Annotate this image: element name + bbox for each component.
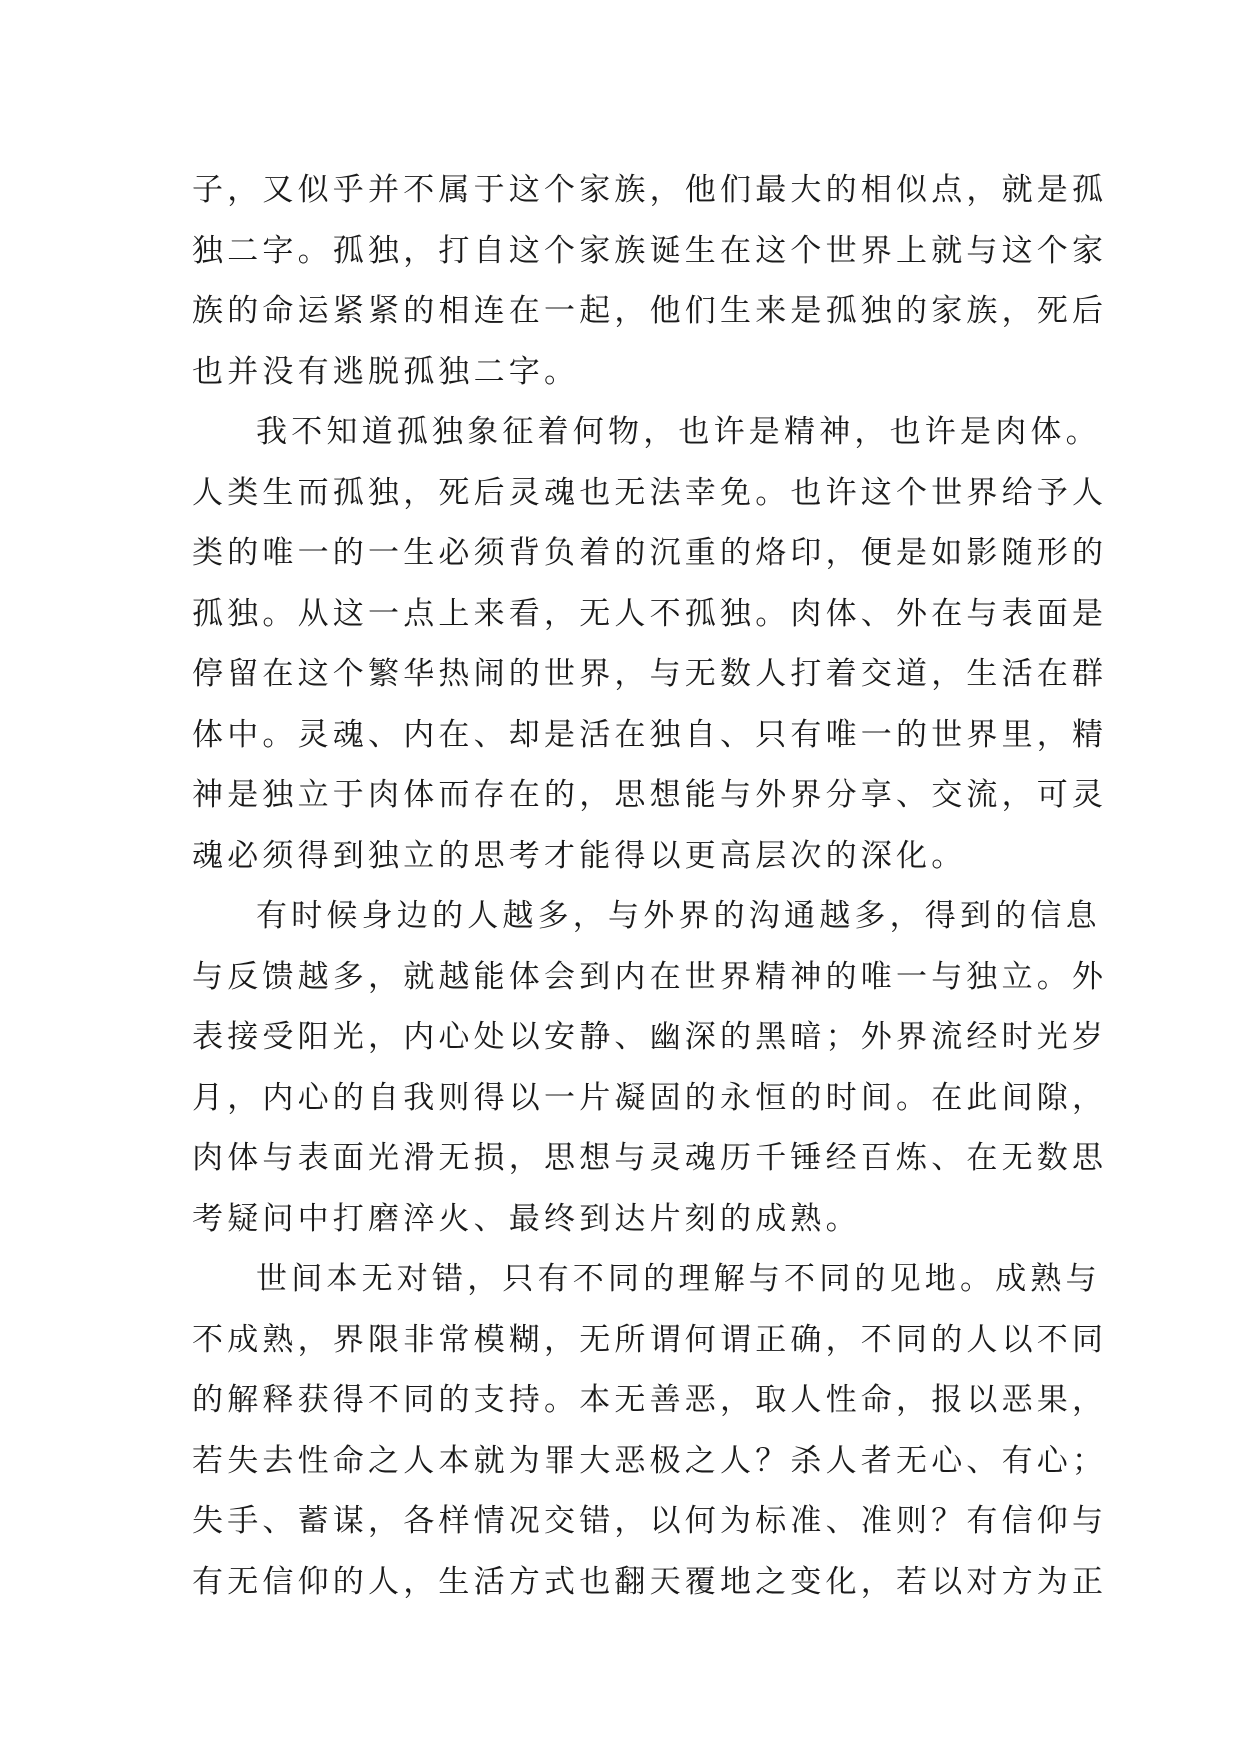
- text-line: 若失去性命之人本就为罪大恶极之人？杀人者无心、有心；: [192, 1442, 1108, 1479]
- text-line: 也并没有逃脱孤独二字。: [192, 353, 580, 390]
- text-line: 失手、蓄谋，各样情况交错，以何为标准、准则？有信仰与: [192, 1503, 1108, 1539]
- paragraph-2: [192, 402, 1108, 886]
- text-line: 与反馈越多，就越能体会到内在世界精神的唯一与独立。外: [192, 958, 1108, 995]
- text-line: 不成熟，界限非常模糊，无所谓何谓正确，不同的人以不同: [192, 1321, 1108, 1358]
- text-line: 族的命运紧紧的相连在一起，他们生来是孤独的家族，死后: [192, 293, 1108, 329]
- text-line: 有无信仰的人，生活方式也翻天覆地之变化，若以对方为正: [192, 1563, 1108, 1600]
- text-line: 月，内心的自我则得以一片凝固的永恒的时间。在此间隙，: [192, 1079, 1108, 1116]
- text-line: 类的唯一的一生必须背负着的沉重的烙印，便是如影随形的: [192, 535, 1108, 571]
- paragraph-1: [192, 160, 1108, 402]
- text-line: 的解释获得不同的支持。本无善恶，取人性命，报以恶果，: [192, 1382, 1108, 1418]
- text-line: 有时候身边的人越多，与外界的沟通越多，得到的信息: [256, 898, 1101, 934]
- text-line: 子，又似乎并不属于这个家族，他们最大的相似点，就是孤: [192, 172, 1108, 208]
- body-text: [192, 160, 1108, 1612]
- text-line: 世间本无对错，只有不同的理解与不同的见地。成熟与: [256, 1261, 1101, 1297]
- text-line: 停留在这个繁华热闹的世界，与无数人打着交道，生活在群: [192, 656, 1108, 692]
- text-line: 我不知道孤独象征着何物，也许是精神，也许是肉体。: [256, 414, 1101, 450]
- text-line: 表接受阳光，内心处以安静、幽深的黑暗；外界流经时光岁: [192, 1019, 1108, 1055]
- paragraph-4: [192, 1249, 1108, 1612]
- text-line: 神是独立于肉体而存在的，思想能与外界分享、交流，可灵: [192, 777, 1108, 813]
- text-line: 考疑问中打磨淬火、最终到达片刻的成熟。: [192, 1200, 861, 1237]
- text-line: 魂必须得到独立的思考才能得以更高层次的深化。: [192, 837, 967, 874]
- text-line: 独二字。孤独，打自这个家族诞生在这个世界上就与这个家: [192, 232, 1108, 269]
- text-line: 体中。灵魂、内在、却是活在独自、只有唯一的世界里，精: [192, 716, 1108, 753]
- text-line: 肉体与表面光滑无损，思想与灵魂历千锤经百炼、在无数思: [192, 1140, 1108, 1176]
- text-line: 人类生而孤独，死后灵魂也无法幸免。也许这个世界给予人: [192, 474, 1108, 511]
- paragraph-3: [192, 886, 1108, 1249]
- text-line: 孤独。从这一点上来看，无人不孤独。肉体、外在与表面是: [192, 595, 1108, 632]
